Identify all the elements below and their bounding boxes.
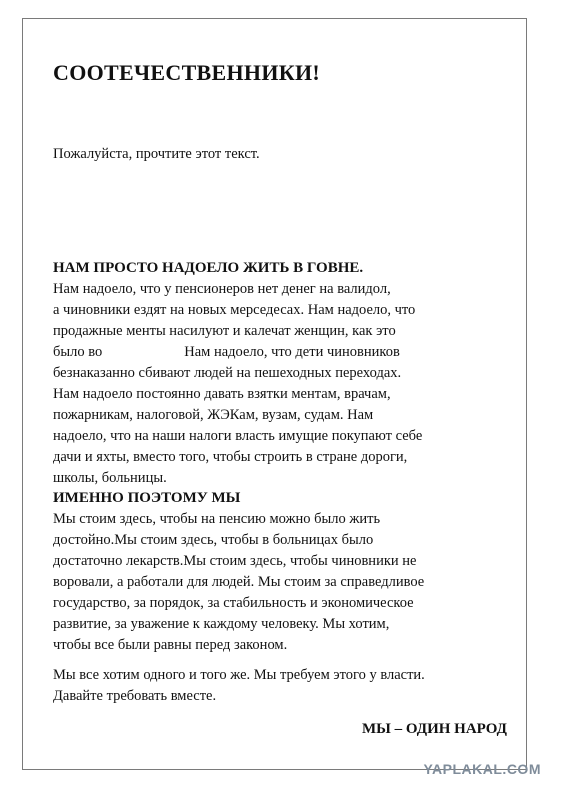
paragraph-line: продажные менты насилуют и калечат женщин, как это (53, 323, 396, 339)
paragraph-line: Мы стоим здесь, чтобы на пенсию можно было жить (53, 511, 381, 527)
intro-text: Пожалуйста, прочтите этот текст. (53, 146, 260, 162)
paragraph-line: дачи и яхты, вместо того, чтобы строить в стране дороги, (53, 449, 408, 465)
paragraph-line: безнаказанно сбивают людей на пешеходных переходах. (53, 365, 402, 381)
paragraph-line: государство, за порядок, за стабильность и экономическое (53, 595, 414, 611)
section-heading-grievances: НАМ ПРОСТО НАДОЕЛО ЖИТЬ В ГОВНЕ. (53, 260, 364, 276)
paragraph-line: надоело, что на наши налоги власть имущие покупают себе (53, 428, 423, 444)
page-title: СООТЕЧЕСТВЕННИКИ! (53, 60, 321, 85)
watermark: YAPLAKAL.COM (423, 761, 541, 777)
paragraph-line: воровали, а работали для людей. Мы стоим за справедливое (53, 574, 425, 590)
paragraph-line: достойно.Мы стоим здесь, чтобы в больницах было (53, 532, 374, 548)
paragraph-line: Мы все хотим одного и того же. Мы требуем этого у власти. (53, 667, 425, 683)
paragraph-line: Нам надоело постоянно давать взятки ментам, врачам, (53, 386, 391, 402)
signature: МЫ – ОДИН НАРОД (361, 721, 507, 737)
paragraph-line: пожарникам, налоговой, ЖЭКам, вузам, судам. Нам (53, 407, 374, 423)
paragraph-line: развитие, за уважение к каждому человеку. Мы хотим, (53, 616, 390, 632)
title-block (53, 58, 513, 88)
paragraph-line-gap (53, 342, 523, 363)
paragraph-fragment: было во (53, 344, 103, 360)
paragraph-line: Нам надоело, что у пенсионеров нет денег на валидол, (53, 281, 391, 297)
section-reasons (53, 488, 523, 656)
paragraph-line: достаточно лекарств.Мы стоим здесь, чтобы чиновники не (53, 553, 417, 569)
paragraph-line: а чиновники ездят на новых мерседесах. Нам надоело, что (53, 302, 416, 318)
paragraph-line: Давайте требовать вместе. (53, 688, 217, 704)
section-grievances (53, 258, 523, 489)
section-heading-reasons: ИМЕННО ПОЭТОМУ МЫ (53, 490, 241, 506)
paragraph-fragment: Нам надоело, что дети чиновников (184, 344, 400, 360)
section-call-to-action (53, 665, 523, 707)
paragraph-line: чтобы все были равны перед законом. (53, 637, 288, 653)
paragraph-line: школы, больницы. (53, 470, 167, 486)
